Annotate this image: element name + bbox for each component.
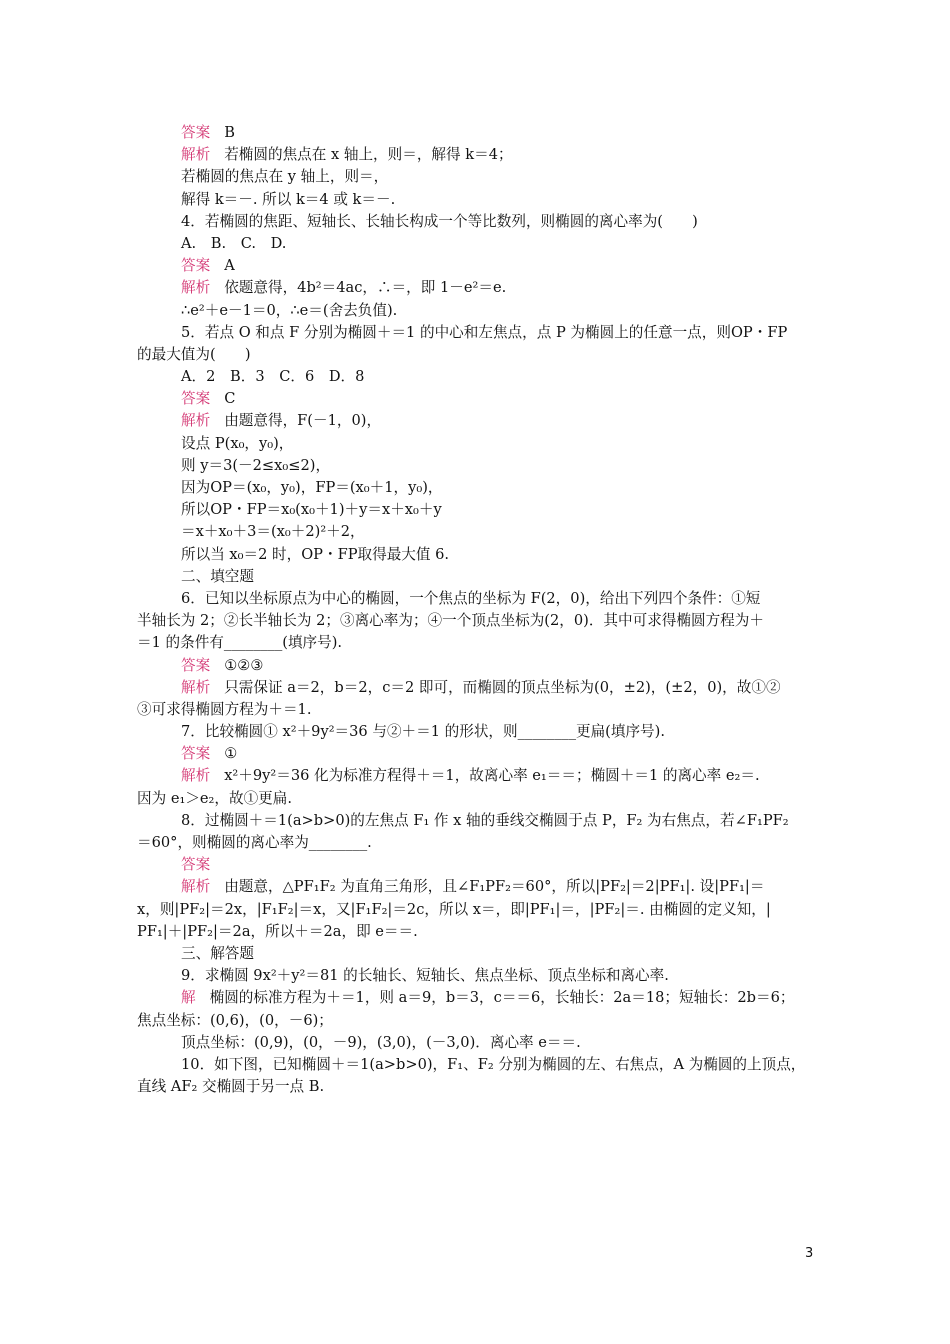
text-line bbox=[137, 632, 827, 654]
line-text: 6．已知以坐标原点为中心的椭圆，一个焦点的坐标为 F(2，0)，给出下列四个条件：①短 bbox=[181, 589, 761, 607]
text-line bbox=[137, 366, 827, 388]
line-text: 所以当 x₀＝2 时，OP・FP取得最大值 6. bbox=[181, 545, 450, 563]
answer-tag: 解析 bbox=[181, 767, 211, 785]
line-text: A bbox=[224, 257, 235, 275]
line-text: x，则|PF₂|＝2x，|F₁F₂|＝x，又|F₁F₂|＝2c，所以 x＝，即|PF₁|＝，|PF₂|＝. 由椭圆的定义知，| bbox=[137, 900, 771, 918]
text-line bbox=[137, 521, 827, 543]
line-text: 椭圆的标准方程为＋＝1，则 a＝9，b＝3，c＝＝6，长轴长：2a＝18；短轴长：2b＝6； bbox=[209, 989, 795, 1007]
line-text: ①②③ bbox=[224, 656, 264, 674]
line-text: ① bbox=[224, 745, 238, 763]
text-line bbox=[137, 699, 827, 721]
answer-tag: 答案 bbox=[181, 257, 211, 275]
line-text: C bbox=[224, 390, 236, 408]
text-line bbox=[137, 300, 827, 322]
text-line bbox=[137, 455, 827, 477]
text-line bbox=[137, 610, 827, 632]
line-text: 若椭圆的焦点在 y 轴上，则＝， bbox=[181, 168, 389, 186]
text-line bbox=[137, 122, 827, 144]
line-text: 若椭圆的焦点在 x 轴上，则＝，解得 k＝4； bbox=[224, 146, 513, 164]
answer-tag: 解析 bbox=[181, 678, 211, 696]
text-line bbox=[137, 655, 827, 677]
answer-tag: 解析 bbox=[181, 279, 211, 297]
text-line bbox=[137, 189, 827, 211]
answer-tag: 解析 bbox=[181, 146, 211, 164]
line-text: 三、解答题 bbox=[181, 944, 254, 962]
line-text: 因为 e₁＞e₂，故①更扁. bbox=[137, 789, 293, 807]
text-line bbox=[137, 854, 827, 876]
answer-tag: 答案 bbox=[181, 856, 211, 874]
text-line bbox=[137, 1010, 827, 1032]
text-line bbox=[137, 322, 827, 344]
line-text: 只需保证 a＝2，b＝2，c＝2 即可，而椭圆的顶点坐标为(0，±2)，(±2，0)，故①② bbox=[224, 678, 781, 696]
text-line bbox=[137, 255, 827, 277]
line-text: PF₁|＋|PF₂|＝2a，所以＋＝2a，即 e＝＝. bbox=[137, 922, 418, 940]
text-line bbox=[137, 810, 827, 832]
answer-tag: 解 bbox=[181, 989, 196, 1007]
answer-tag: 答案 bbox=[181, 745, 211, 763]
line-text: 半轴长为 2；②长半轴长为 2；③离心率为；④一个顶点坐标为(2，0)．其中可求得椭圆方程为＋ bbox=[137, 612, 764, 630]
text-line bbox=[137, 211, 827, 233]
text-line bbox=[137, 1032, 827, 1054]
line-text: 由题意，△PF₁F₂ 为直角三角形，且∠F₁PF₂＝60°，所以|PF₂|＝2|PF₁|. 设|PF₁|＝ bbox=[224, 878, 765, 896]
document-body bbox=[137, 122, 827, 1098]
line-text: ＝x＋x₀＋3＝(x₀＋2)²＋2， bbox=[181, 523, 365, 541]
line-text: 依题意得，4b²＝4ac，∴＝，即 1－e²＝e. bbox=[224, 279, 507, 297]
text-line bbox=[137, 499, 827, 521]
line-text: 8．过椭圆＋＝1(a>b>0)的左焦点 F₁ 作 x 轴的垂线交椭圆于点 P，F₂ 为右焦点，若∠F₁PF₂ bbox=[181, 811, 789, 829]
text-line bbox=[137, 943, 827, 965]
line-text: ③可求得椭圆方程为＋＝1. bbox=[137, 700, 312, 718]
text-line bbox=[137, 921, 827, 943]
text-line bbox=[137, 788, 827, 810]
text-line bbox=[137, 876, 827, 898]
line-text: 5．若点 O 和点 F 分别为椭圆＋＝1 的中心和左焦点，点 P 为椭圆上的任意一点，则OP・FP bbox=[181, 323, 788, 341]
line-text: 二、填空题 bbox=[181, 567, 254, 585]
text-line bbox=[137, 388, 827, 410]
line-text: ∴e²＋e－1＝0，∴e＝(舍去负值). bbox=[181, 301, 398, 319]
text-line bbox=[137, 166, 827, 188]
line-text: 9．求椭圆 9x²＋y²＝81 的长轴长、短轴长、焦点坐标、顶点坐标和离心率. bbox=[181, 967, 669, 985]
text-line bbox=[137, 144, 827, 166]
answer-tag: 解析 bbox=[181, 412, 211, 430]
line-text: B bbox=[224, 124, 235, 141]
line-text: ＝60°，则椭圆的离心率为________. bbox=[137, 834, 372, 851]
line-text: A. B. C. D. bbox=[181, 234, 287, 252]
line-text: 顶点坐标：(0,9)，(0，－9)，(3,0)，(－3,0)．离心率 e＝＝. bbox=[181, 1033, 581, 1051]
line-text: 直线 AF₂ 交椭圆于另一点 B. bbox=[137, 1078, 325, 1096]
text-line bbox=[137, 965, 827, 987]
text-line bbox=[137, 1054, 827, 1076]
text-line bbox=[137, 721, 827, 743]
line-text: 解得 k＝－. 所以 k＝4 或 k＝－. bbox=[181, 190, 396, 208]
text-line bbox=[137, 433, 827, 455]
answer-tag: 答案 bbox=[181, 124, 211, 141]
text-line bbox=[137, 765, 827, 787]
text-line bbox=[137, 566, 827, 588]
line-text: 7．比较椭圆① x²＋9y²＝36 与②＋＝1 的形状，则________更扁(填序号). bbox=[181, 723, 665, 741]
text-line bbox=[137, 832, 827, 854]
answer-tag: 答案 bbox=[181, 656, 211, 674]
text-line bbox=[137, 544, 827, 566]
text-line bbox=[137, 899, 827, 921]
line-text: x²＋9y²＝36 化为标准方程得＋＝1，故离心率 e₁＝＝；椭圆＋＝1 的离心率 e₂＝. bbox=[224, 767, 760, 785]
line-text: 4．若椭圆的焦距、短轴长、长轴长构成一个等比数列，则椭圆的离心率为( ) bbox=[181, 212, 698, 230]
line-text: 焦点坐标：(0,6)，(0，－6)； bbox=[137, 1011, 333, 1029]
line-text: 则 y＝3(－2≤x₀≤2)， bbox=[181, 456, 331, 474]
text-line bbox=[137, 987, 827, 1009]
line-text: 所以OP・FP＝x₀(x₀＋1)＋y＝x＋x₀＋y bbox=[181, 501, 442, 519]
text-line bbox=[137, 588, 827, 610]
line-text: 10．如下图，已知椭圆＋＝1(a>b>0)，F₁、F₂ 分别为椭圆的左、右焦点，A 为椭圆的上顶点， bbox=[181, 1055, 806, 1073]
text-line bbox=[137, 344, 827, 366]
line-text: ＝1 的条件有________(填序号). bbox=[137, 634, 343, 652]
line-text: 设点 P(x₀，y₀)， bbox=[181, 434, 294, 452]
line-text: 由题意得，F(－1，0)， bbox=[224, 412, 382, 430]
line-text: 的最大值为( ) bbox=[137, 345, 251, 363]
line-text: A．2 B．3 C．6 D．8 bbox=[181, 368, 365, 386]
text-line bbox=[137, 743, 827, 765]
page-number: 3 bbox=[805, 1246, 814, 1261]
answer-tag: 答案 bbox=[181, 390, 211, 408]
answer-tag: 解析 bbox=[181, 878, 211, 896]
text-line bbox=[137, 677, 827, 699]
text-line bbox=[137, 233, 827, 255]
text-line bbox=[137, 477, 827, 499]
text-line bbox=[137, 1076, 827, 1098]
text-line bbox=[137, 277, 827, 299]
text-line bbox=[137, 410, 827, 432]
line-text: 因为OP＝(x₀，y₀)，FP＝(x₀＋1，y₀)， bbox=[181, 479, 443, 496]
